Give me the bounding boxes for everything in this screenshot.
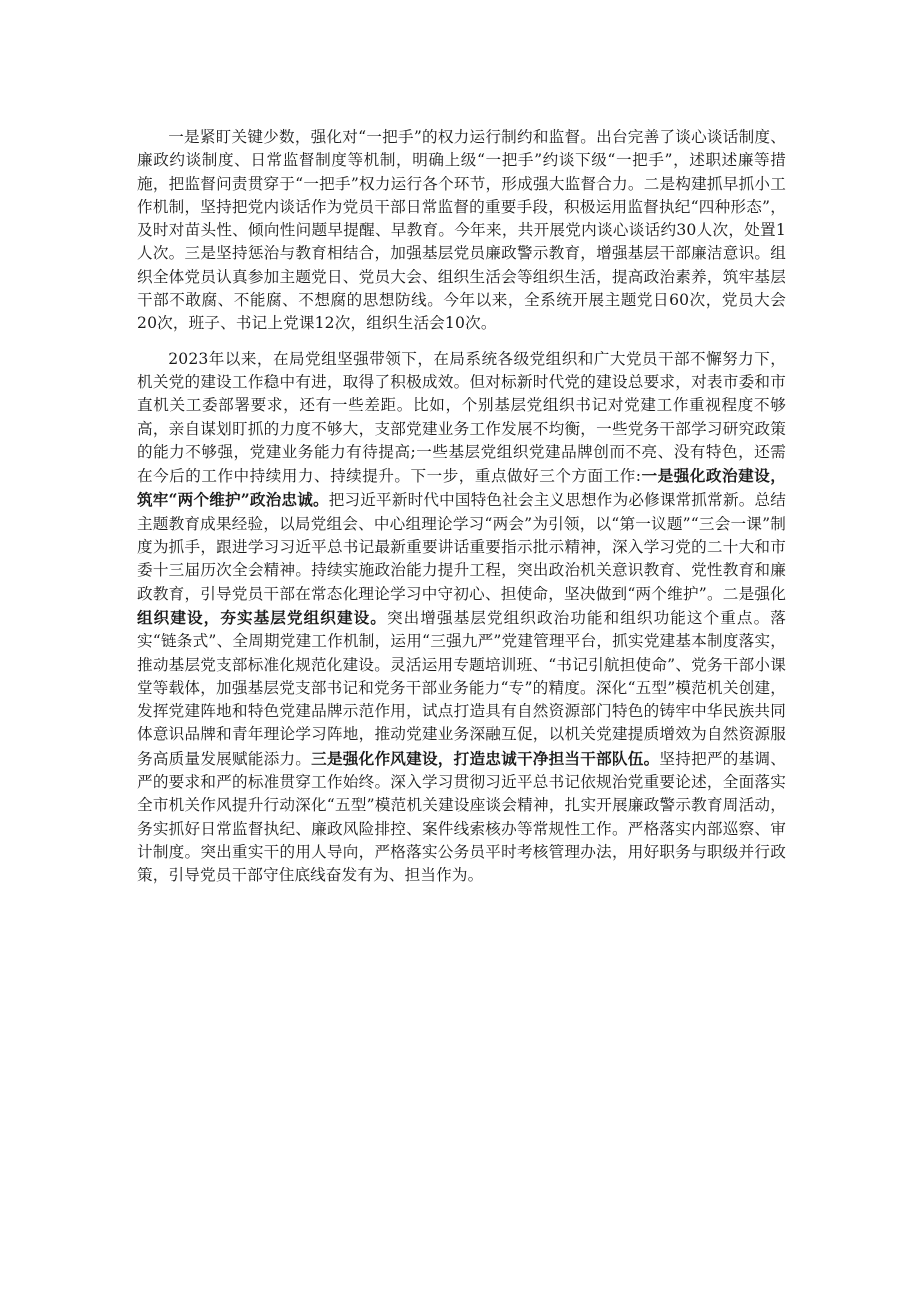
paragraph-supervision [137,126,786,336]
paragraph-1-text: 一是紧盯关键少数，强化对“一把手”的权力运行制约和监督。出台完善了谈心谈话制度、廉政约谈制度、日常监督制度等机制，明确上级“一把手”约谈下级“一把手”，述职述廉等措施，把监督问责贯穿于“一把手”权力运行各个环节，形成强大监督合力。二是构建抓早抓小工作机制，坚持把党内谈话作为党员干部日常监督的重要手段，积极运用监督执纪“四种形态”，及时对苗头性、倾向性问题早提醒、早教育。今年来，共开展党内谈心谈话约30人次，处置1人次。三是坚持惩治与教育相结合，加强基层党员廉政警示教育，增强基层干部廉洁意识。组织全体党员认真参加主题党日、党员大会、组织生活会等组织生活，提高政治素养，筑牢基层干部不敢腐、不能腐、不想腐的思想防线。今年以来，全系统开展主题党日60次，党员大会20次，班子、书记上党课12次，组织生活会10次。 [137,128,786,333]
heading-organization-construction: 组织建设，夯实基层党组织建设。 [137,607,387,627]
paragraph-2-intro: 2023年以来，在局党组坚强带领下，在局系统各级党组织和广大党员干部不懈努力下，机关党的建设工作稳中有进，取得了积极成效。但对标新时代党的建设总要求，对表市委和市直机关工委部署要求，还有一些差距。比如，个别基层党组织书记对党建工作重视程度不够高，亲自谋划盯抓的力度不够大，支部党建业务工作发展不均衡，一些党务干部学习研究政策的能力不够强，党建业务能力有待提高;一些基层党组织党建品牌创而不亮、没有特色，还需在今后的工作中持续用力、持续提升。下一步，重点做好三个方面工作: [137,349,786,486]
heading-style-construction: 三是强化作风建设，打造忠诚干净担当干部队伍。 [311,748,660,768]
paragraph-party-building [137,348,786,888]
paragraph-2-political-text: 把习近平新时代中国特色社会主义思想作为必修课常抓常新。总结主题教育成果经验，以局党组会、中心组理论学习“两会”为引领，以“第一议题”“三会一课”制度为抓手，跟进学习习近平总书记最新重要讲话重要指示批示精神，深入学习党的二十大和市委十三届历次全会精神。持续实施政治能力提升工程，突出政治机关意识教育、党性教育和廉政教育，引导党员干部在常态化理论学习中守初心、担使命，坚决做到“两个维护”。二是强化 [137,491,787,603]
heading-political-construction: 一是强化政治建设，筑牢“两个维护”政治忠诚。 [137,466,786,510]
paragraph-2-organization-text: 突出增强基层党组织政治功能和组织功能这个重点。落实“链条式”、全周期党建工作机制，运用“三强九严”党建管理平台，抓实党建基本制度落实，推动基层党支部标准化规范化建设。灵活运用专题培训班、“书记引航担使命”、党务干部小课堂等载体，加强基层党支部书记和党务干部业务能力“专”的精度。深化“五型”模范机关创建，发挥党建阵地和特色党建品牌示范作用，试点打造具有自然资源部门特色的铸牢中华民族共同体意识品牌和青年理论学习阵地，推动党建业务深融互促，以机关党建提质增效为自然资源服务高质量发展赋能添力。 [137,608,786,768]
paragraph-2-style-text: 坚持把严的基调、严的要求和严的标准贯穿工作始终。深入学习贯彻习近平总书记依规治党重要论述，全面落实全市机关作风提升行动深化“五型”模范机关建设座谈会精神，扎实开展廉政警示教育周活动，务实抓好日常监督执纪、廉政风险排控、案件线索核办等常规性工作。严格落实内部巡察、审计制度。突出重实干的用人导向，严格落实公务员平时考核管理办法，用好职务与职级并行政策，引导党员干部守住底线奋发有为、担当作为。 [137,749,786,885]
document-body [137,126,786,888]
